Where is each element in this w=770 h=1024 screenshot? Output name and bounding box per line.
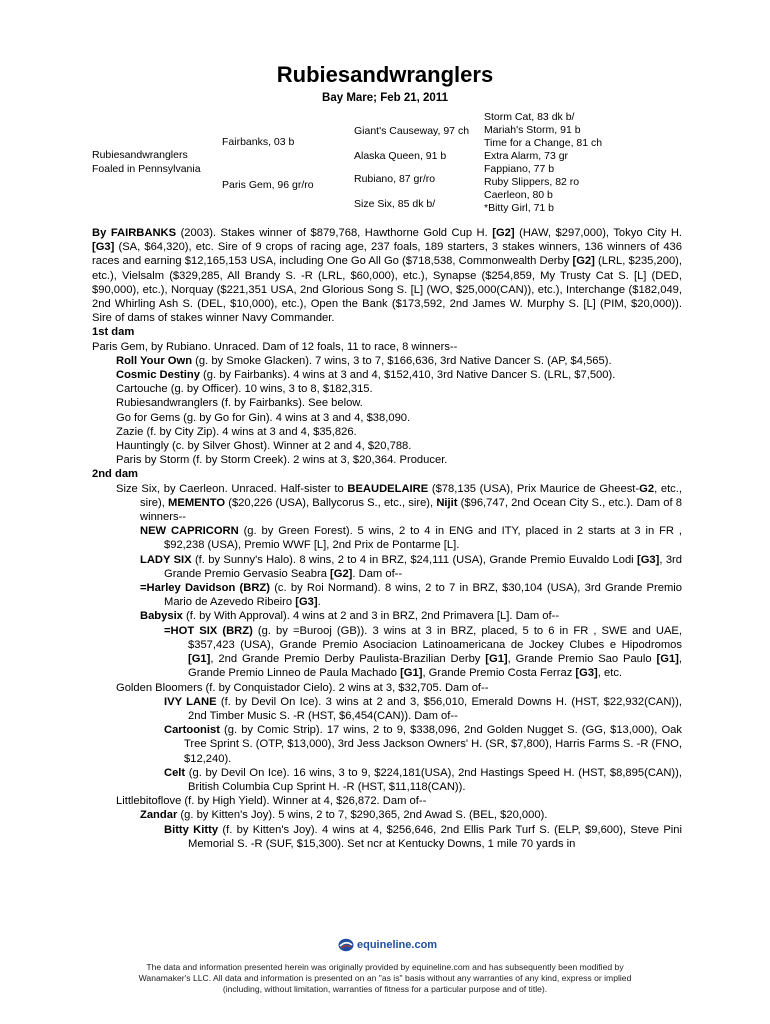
pedigree-foaled: Foaled in Pennsylvania [92, 163, 201, 175]
list-item: Celt (g. by Devil On Ice). 16 wins, 3 to 9, $224,181(USA), 2nd Hastings Speed H. (HST, $8,895(CAN)), British Columbia Cup Sprint H. -R (HST, $11,118(CAN)). [164, 766, 682, 793]
page-title: Rubiesandwranglers [276, 62, 494, 87]
list-item: NEW CAPRICORN (g. by Green Forest). 5 wins, 2 to 4 in ENG and ITY, placed in 2 starts at 3 in FR , $92,238 (USA), Premio WWF [L], 2nd Prix de Pontarme [L]. [140, 525, 682, 552]
sire-paragraph: By FAIRBANKS (2003). Stakes winner of $879,768, Hawthorne Gold Cup H. [G2] (HAW, $297,000), Tokyo City H. [G3] (SA, $64,320), etc. Sire of 9 crops of racing age, 237 foals, 189 starters, 3 stakes winners, 136 winners of 436 races and earning $12,165,153 USA, including One Go All Go ($718,538, Commonwealth Derby [G2] (LRL, $235,200), etc.), Vielsalm ($329,285, All Brandy S. -R (LRL, $60,000), etc.), Synapse ($254,859, My Trusty Cat S. [L] (DED, $90,000), etc.), Norquay ($221,351 USA, 2nd Glorious Song S. [L] (WO, $25,000(CAN)), etc.), Interchange ($182,049, 2nd Whirling Ash S. (DEL, $10,000), etc.), Open the Bank ($173,592, 2nd James W. Murphy S. [L] (PIM, $20,000)). Sire of dams of stakes winner Navy Commander. [92, 227, 683, 325]
second-dam-heading: 2nd dam [92, 468, 139, 481]
list-item: LADY SIX (f. by Sunny's Halo). 8 wins, 2 to 4 in BRZ, $24,111 (USA), Grande Premio Euvaldo Lodi [G3], 3rd Grande Premio Gervasio Seabra [G2]. Dam of-- [140, 553, 682, 580]
pedigree-sire-sire: Giant's Causeway, 97 ch [354, 125, 470, 137]
list-item: Paris by Storm (f. by Storm Creek). 2 wins at 3, $20,364. Producer. [116, 454, 448, 467]
list-item: Cosmic Destiny (g. by Fairbanks). 4 wins at 3 and 4, $152,410, 3rd Native Dancer S. (LRL, $7,500). [116, 369, 616, 382]
list-item: =Harley Davidson (BRZ) (c. by Roi Normand). 8 wins, 2 to 7 in BRZ, $30,104 (USA), 3rd Grande Premio Mario de Azevedo Ribeiro [G3]. [140, 582, 682, 609]
pedigree-gg-1: Storm Cat, 83 dk b/ [484, 111, 575, 123]
disclaimer-line: The data and information presented herein was originally provided by equineline.com and has subsequently been modified by [146, 962, 624, 972]
list-item: Cartoonist (g. by Comic Strip). 17 wins, 2 to 9, $338,096, 2nd Golden Nugget S. (GG, $13,000), Oak Tree Sprint S. (OTP, $13,000), 3rd Jess Jackson Owners' H. (SR, $7,800), Harris Farms S. -R (FNO, $12,240). [164, 724, 682, 765]
list-item: Littlebitoflove (f. by High Yield). Winner at 4, $26,872. Dam of-- [116, 795, 427, 808]
list-item: Golden Bloomers (f. by Conquistador Cielo). 2 wins at 3, $32,705. Dam of-- [116, 681, 489, 694]
pedigree-dam-sire: Rubiano, 87 gr/ro [354, 173, 436, 185]
list-item: IVY LANE (f. by Devil On Ice). 3 wins at 2 and 3, $56,010, Emerald Downs H. (HST, $22,932(CAN)), 2nd Timber Music S. -R (HST, $6,454(CAN)). Dam of-- [164, 695, 682, 722]
logo-text: equineline.com [357, 939, 438, 951]
list-item: Hauntingly (c. by Silver Ghost). Winner at 2 and 4, $20,788. [116, 440, 412, 453]
list-item: Zazie (f. by City Zip). 4 wins at 3 and 4, $35,826. [116, 425, 357, 438]
pedigree-sire: Fairbanks, 03 b [222, 136, 295, 148]
equineline-logo-icon [338, 938, 354, 952]
pedigree-dam-dam: Size Six, 85 dk b/ [354, 198, 436, 210]
first-dam-heading: 1st dam [92, 326, 135, 339]
pedigree-dam: Paris Gem, 96 gr/ro [222, 179, 314, 191]
pedigree-gg-4: Extra Alarm, 73 gr [484, 150, 569, 162]
catalogue-page-body [92, 226, 682, 851]
list-item: Zandar (g. by Kitten's Joy). 5 wins, 2 to 7, $290,365, 2nd Awad S. (BEL, $20,000). [140, 809, 548, 822]
list-item: Roll Your Own (g. by Smoke Glacken). 7 wins, 3 to 7, $166,636, 3rd Native Dancer S. (AP, $4,565). [116, 354, 612, 367]
pedigree-gg-6: Ruby Slippers, 82 ro [484, 176, 580, 188]
disclaimer-line: (including, without limitation, warranties of fitness for a particular purpose and of title). [222, 984, 548, 995]
disclaimer-line: Wanamaker's LLC. All data and information is presented on an "as is" basis without any warranties of any kind, express or implied [138, 973, 632, 984]
pedigree-sire-dam: Alaska Queen, 91 b [354, 150, 447, 162]
second-dam-intro: Size Six, by Caerleon. Unraced. Half-sister to BEAUDELAIRE ($78,135 (USA), Prix Maurice de Gheest-G2, etc., sire), MEMENTO ($20,226 (USA), Ballycorus S., etc., sire), Nijit ($96,747, 2nd Ocean City S., etc.). Dam of 8 winners-- [116, 482, 682, 524]
pedigree-horse: Rubiesandwranglers [92, 149, 188, 161]
list-item: Babysix (f. by With Approval). 4 wins at 2 and 3 in BRZ, 2nd Primavera [L]. Dam of-- [140, 610, 560, 623]
pedigree-gg-8: *Bitty Girl, 71 b [484, 202, 555, 214]
equineline-logo [338, 938, 437, 952]
pedigree-gg-2: Mariah's Storm, 91 b [484, 124, 581, 136]
list-item: Go for Gems (g. by Go for Gin). 4 wins at 3 and 4, $38,090. [116, 411, 411, 424]
pedigree-gg-5: Fappiano, 77 b [484, 163, 555, 175]
disclaimer-footer [90, 962, 680, 996]
list-item: Bitty Kitty (f. by Kitten's Joy). 4 wins at 4, $256,646, 2nd Ellis Park Turf S. (ELP, $9,600), Steve Pini Memorial S. -R (SUF, $15,300). Set ncr at Kentucky Downs, 1 mile 70 yards in [164, 823, 682, 850]
pedigree-gg-3: Time for a Change, 81 ch [484, 137, 603, 149]
list-item: Rubiesandwranglers (f. by Fairbanks). See below. [116, 397, 363, 410]
list-item: Cartouche (g. by Officer). 10 wins, 3 to 8, $182,315. [116, 383, 373, 396]
list-item: =HOT SIX (BRZ) (g. by =Burooj (GB)). 3 wins at 3 in BRZ, placed, 5 to 6 in FR , SWE and UAE, $357,423 (USA), Grande Premio Asociacion Latinoamericana de Jockey Clubes e Hipodromos [G1], 2nd Grande Premio Derby Paulista-Brazilian Derby [G1], Grande Premio Sao Paulo [G1], Grande Premio Linneo de Paula Machado [G1], Grande Premio Costa Ferraz [G3], etc. [164, 624, 682, 680]
page-subtitle: Bay Mare; Feb 21, 2011 [322, 92, 448, 104]
pedigree-gg-7: Caerleon, 80 b [484, 189, 553, 201]
first-dam-intro: Paris Gem, by Rubiano. Unraced. Dam of 12 foals, 11 to race, 8 winners-- [92, 340, 458, 353]
